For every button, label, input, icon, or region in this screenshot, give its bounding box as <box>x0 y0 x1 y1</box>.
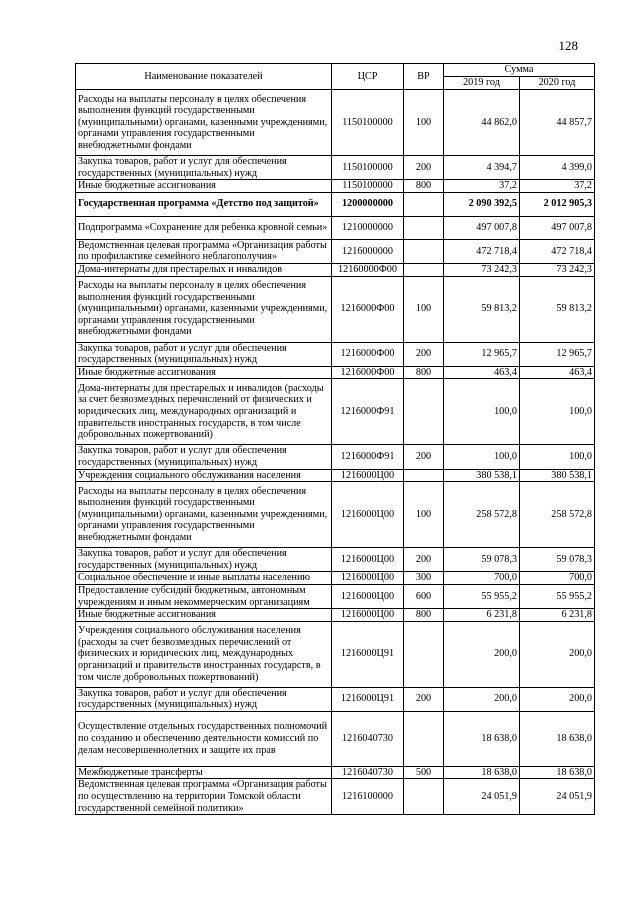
row-sum-2019: 4 394,7 <box>444 156 520 180</box>
row-csr: 12160000Ф00 <box>332 263 404 276</box>
row-sum-2019: 100,0 <box>444 379 520 445</box>
row-sum-2020: 12 965,7 <box>520 342 595 366</box>
row-sum-2019: 55 955,2 <box>444 584 520 608</box>
table-row <box>76 342 595 366</box>
row-sum-2019: 18 638,0 <box>444 711 520 766</box>
row-vr: 800 <box>404 366 444 379</box>
row-vr: 300 <box>404 572 444 585</box>
header-year-2019: 2019 год <box>444 77 520 90</box>
row-name: Расходы на выплаты персоналу в целях обеспечения выполнения функций государственными (муниципальными) органами, казенными учреждениями, органами управления государственными внебюджетными фондами <box>76 90 332 156</box>
row-sum-2020: 258 572,8 <box>520 482 595 548</box>
row-vr: 200 <box>404 548 444 572</box>
row-sum-2020: 6 231,8 <box>520 609 595 622</box>
row-sum-2019: 200,0 <box>444 621 520 687</box>
row-vr: 600 <box>404 584 444 608</box>
table-row <box>76 584 595 608</box>
row-csr: 1216000Ц91 <box>332 687 404 711</box>
row-name: Закупка товаров, работ и услуг для обеспечения государственных (муниципальных) нужд <box>76 445 332 469</box>
row-vr: 100 <box>404 276 444 342</box>
row-csr: 1216000000 <box>332 239 404 263</box>
row-name: Учреждения социального обслуживания населения (расходы за счет безвозмездных перечислений от физических и юридических лиц, международных организаций и правительств иностранных государств, в том числе добровольных пожертвований) <box>76 621 332 687</box>
table-row <box>76 572 595 585</box>
row-sum-2019: 6 231,8 <box>444 609 520 622</box>
row-name: Закупка товаров, работ и услуг для обеспечения государственных (муниципальных) нужд <box>76 342 332 366</box>
table-row <box>76 239 595 263</box>
row-name: Закупка товаров, работ и услуг для обеспечения государственных (муниципальных) нужд <box>76 548 332 572</box>
row-vr: 500 <box>404 766 444 779</box>
table-row <box>76 216 595 239</box>
row-csr: 1216000Ф00 <box>332 342 404 366</box>
row-csr: 1216000Ц00 <box>332 469 404 482</box>
row-name: Расходы на выплаты персоналу в целях обеспечения выполнения функций государственными (муниципальными) органами, казенными учреждениями, органами управления государственными внебюджетными фондами <box>76 482 332 548</box>
row-sum-2019: 73 242,3 <box>444 263 520 276</box>
table-row <box>76 156 595 180</box>
row-sum-2019: 2 090 392,5 <box>444 192 520 216</box>
row-sum-2019: 100,0 <box>444 445 520 469</box>
header-year-2020: 2020 год <box>520 77 595 90</box>
table-row <box>76 469 595 482</box>
row-csr: 1216000Ц00 <box>332 548 404 572</box>
table-row <box>76 766 595 779</box>
row-name: Предоставление субсидий бюджетным, автономным учреждениям и иным некоммерческим организациям <box>76 584 332 608</box>
row-sum-2019: 700,0 <box>444 572 520 585</box>
row-vr: 200 <box>404 687 444 711</box>
header-vr: ВР <box>404 64 444 90</box>
row-sum-2019: 44 862,0 <box>444 90 520 156</box>
row-sum-2020: 2 012 905,3 <box>520 192 595 216</box>
row-sum-2020: 200,0 <box>520 621 595 687</box>
row-vr <box>404 711 444 766</box>
row-sum-2020: 100,0 <box>520 379 595 445</box>
row-sum-2019: 18 638,0 <box>444 766 520 779</box>
row-vr <box>404 263 444 276</box>
row-sum-2020: 73 242,3 <box>520 263 595 276</box>
row-csr: 1216000Ц00 <box>332 584 404 608</box>
budget-table <box>75 63 595 815</box>
table-row <box>76 366 595 379</box>
row-csr: 1216100000 <box>332 779 404 815</box>
row-name: Закупка товаров, работ и услуг для обеспечения государственных (муниципальных) нужд <box>76 156 332 180</box>
row-sum-2020: 55 955,2 <box>520 584 595 608</box>
row-sum-2019: 258 572,8 <box>444 482 520 548</box>
row-vr: 100 <box>404 482 444 548</box>
row-csr: 1216000Ф00 <box>332 276 404 342</box>
row-sum-2020: 700,0 <box>520 572 595 585</box>
row-name: Межбюджетные трансферты <box>76 766 332 779</box>
table-row <box>76 263 595 276</box>
table-row <box>76 621 595 687</box>
row-csr: 1216000Ф00 <box>332 366 404 379</box>
row-vr <box>404 621 444 687</box>
row-sum-2019: 472 718,4 <box>444 239 520 263</box>
row-csr: 1210000000 <box>332 216 404 239</box>
row-csr: 1216000Ф91 <box>332 445 404 469</box>
row-vr: 100 <box>404 90 444 156</box>
page-number: 128 <box>558 38 578 53</box>
row-sum-2020: 463,4 <box>520 366 595 379</box>
row-csr: 1200000000 <box>332 192 404 216</box>
table-row <box>76 379 595 445</box>
table-row <box>76 180 595 193</box>
row-vr: 200 <box>404 445 444 469</box>
row-name: Иные бюджетные ассигнования <box>76 609 332 622</box>
table-row <box>76 276 595 342</box>
row-sum-2020: 18 638,0 <box>520 711 595 766</box>
row-name: Государственная программа «Детство под защитой» <box>76 192 332 216</box>
header-name: Наименование показателей <box>76 64 332 90</box>
table-row <box>76 711 595 766</box>
row-sum-2020: 472 718,4 <box>520 239 595 263</box>
table-body <box>76 90 595 815</box>
row-name: Подпрограмма «Сохранение для ребенка кровной семьи» <box>76 216 332 239</box>
row-name: Дома-интернаты для престарелых и инвалидов <box>76 263 332 276</box>
row-name: Ведомственная целевая программа «Организация работы по профилактике семейного неблагополучия» <box>76 239 332 263</box>
row-sum-2020: 497 007,8 <box>520 216 595 239</box>
row-sum-2020: 44 857,7 <box>520 90 595 156</box>
row-csr: 1150100000 <box>332 90 404 156</box>
row-sum-2019: 200,0 <box>444 687 520 711</box>
row-sum-2019: 24 051,9 <box>444 779 520 815</box>
row-vr <box>404 469 444 482</box>
row-csr: 1150100000 <box>332 180 404 193</box>
row-csr: 1216000Ф91 <box>332 379 404 445</box>
row-vr <box>404 216 444 239</box>
row-name: Расходы на выплаты персоналу в целях обеспечения выполнения функций государственными (муниципальными) органами, казенными учреждениями, органами управления государственными внебюджетными фондами <box>76 276 332 342</box>
row-vr <box>404 239 444 263</box>
row-name: Социальное обеспечение и иные выплаты населению <box>76 572 332 585</box>
table-row <box>76 548 595 572</box>
row-csr: 1216000Ц00 <box>332 482 404 548</box>
row-sum-2020: 37,2 <box>520 180 595 193</box>
row-sum-2019: 463,4 <box>444 366 520 379</box>
table-row <box>76 609 595 622</box>
row-name: Дома-интернаты для престарелых и инвалидов (расходы за счет безвозмездных перечислений от физических и юридических лиц, международных организаций и правительств иностранных государств, в том числе добровольных пожертвований) <box>76 379 332 445</box>
row-vr <box>404 779 444 815</box>
row-name: Закупка товаров, работ и услуг для обеспечения государственных (муниципальных) нужд <box>76 687 332 711</box>
row-sum-2020: 59 813,2 <box>520 276 595 342</box>
row-sum-2020: 200,0 <box>520 687 595 711</box>
row-sum-2020: 4 399,0 <box>520 156 595 180</box>
row-vr: 800 <box>404 180 444 193</box>
row-csr: 1216040730 <box>332 766 404 779</box>
row-sum-2020: 380 538,1 <box>520 469 595 482</box>
row-csr: 1216000Ц91 <box>332 621 404 687</box>
row-name: Осуществление отдельных государственных полномочий по созданию и обеспечению деятельности комиссий по делам несовершеннолетних и защите их прав <box>76 711 332 766</box>
row-sum-2019: 12 965,7 <box>444 342 520 366</box>
row-csr: 1216000Ц00 <box>332 572 404 585</box>
row-sum-2019: 497 007,8 <box>444 216 520 239</box>
table-row <box>76 779 595 815</box>
row-sum-2019: 380 538,1 <box>444 469 520 482</box>
table-row <box>76 687 595 711</box>
row-csr: 1216000Ц00 <box>332 609 404 622</box>
row-sum-2020: 59 078,3 <box>520 548 595 572</box>
row-csr: 1150100000 <box>332 156 404 180</box>
row-vr: 800 <box>404 609 444 622</box>
row-sum-2019: 59 813,2 <box>444 276 520 342</box>
row-sum-2019: 37,2 <box>444 180 520 193</box>
header-sum: Сумма <box>444 64 595 77</box>
row-sum-2019: 59 078,3 <box>444 548 520 572</box>
row-sum-2020: 100,0 <box>520 445 595 469</box>
table-header <box>76 64 595 90</box>
table-row <box>76 90 595 156</box>
row-csr: 1216040730 <box>332 711 404 766</box>
row-name: Иные бюджетные ассигнования <box>76 180 332 193</box>
row-sum-2020: 18 638,0 <box>520 766 595 779</box>
row-vr: 200 <box>404 156 444 180</box>
table-row <box>76 445 595 469</box>
table-row <box>76 192 595 216</box>
row-vr: 200 <box>404 342 444 366</box>
header-csr: ЦСР <box>332 64 404 90</box>
row-name: Иные бюджетные ассигнования <box>76 366 332 379</box>
row-name: Ведомственная целевая программа «Организация работы по осуществлению на территории Томской области государственной семейной политики» <box>76 779 332 815</box>
row-name: Учреждения социального обслуживания населения <box>76 469 332 482</box>
row-sum-2020: 24 051,9 <box>520 779 595 815</box>
row-vr <box>404 379 444 445</box>
row-vr <box>404 192 444 216</box>
table-row <box>76 482 595 548</box>
